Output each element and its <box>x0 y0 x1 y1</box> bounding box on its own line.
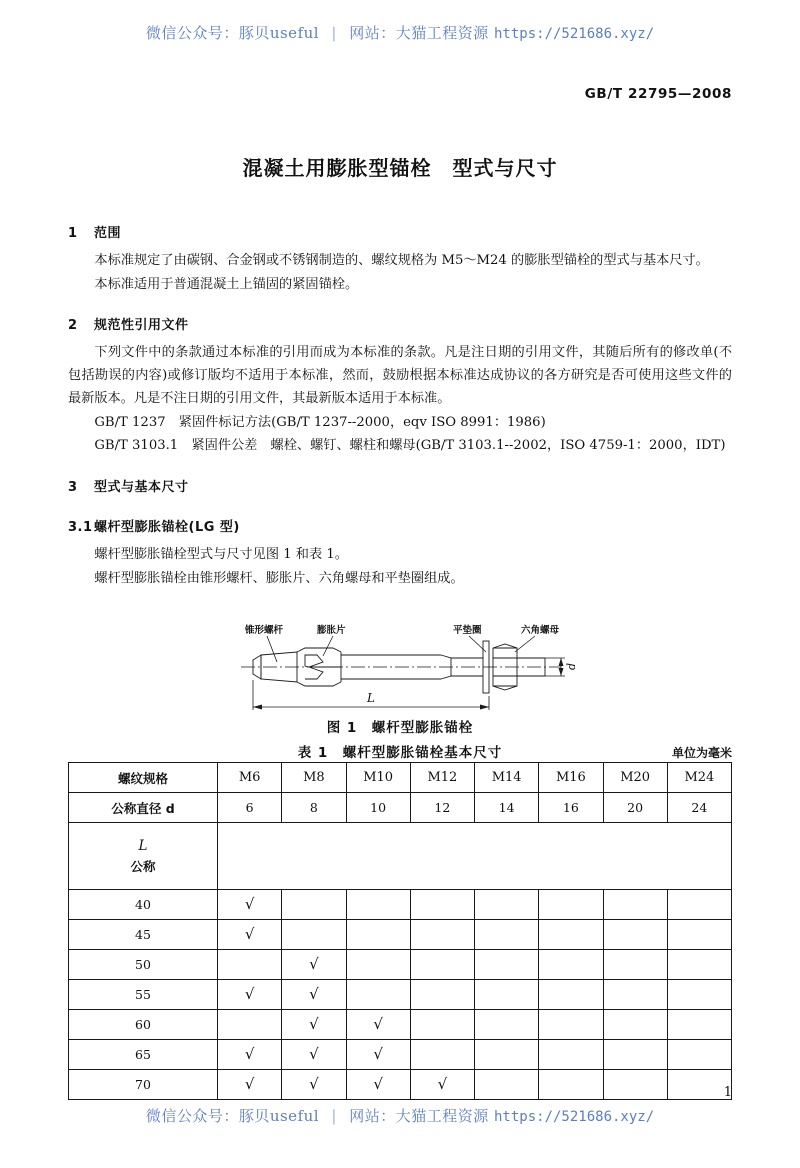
availability-empty-cell <box>346 980 410 1010</box>
availability-empty-cell <box>539 920 603 950</box>
nominal-diameter-m8: 8 <box>282 793 346 823</box>
table-row <box>69 920 732 950</box>
availability-empty-cell <box>282 890 346 920</box>
nominal-diameter-m16: 16 <box>539 793 603 823</box>
availability-empty-cell <box>667 980 731 1010</box>
availability-empty-cell <box>346 920 410 950</box>
row-label-length-nominal <box>69 823 218 890</box>
thread-spec-m8: M8 <box>282 763 346 793</box>
thread-spec-m12: M12 <box>410 763 474 793</box>
thread-spec-m24: M24 <box>667 763 731 793</box>
availability-mark-cell <box>410 1070 474 1100</box>
row-label-nominal-diameter <box>69 793 218 823</box>
availability-empty-cell <box>667 1010 731 1040</box>
availability-empty-cell <box>667 890 731 920</box>
check-icon: √ <box>309 955 319 973</box>
callout-hex-nut: 六角螺母 <box>521 625 560 636</box>
table-row-nominal-diameter <box>69 793 732 823</box>
watermark-bottom <box>0 1105 800 1126</box>
availability-mark-cell <box>346 1040 410 1070</box>
table-1-caption: 表 1 螺杆型膨胀锚栓基本尺寸 <box>297 745 503 761</box>
availability-empty-cell <box>539 980 603 1010</box>
section-3-1-paragraph-2: 螺杆型膨胀锚栓由锥形螺杆、膨胀片、六角螺母和平垫圈组成。 <box>94 570 464 586</box>
availability-empty-cell <box>603 920 667 950</box>
check-icon: √ <box>437 1075 448 1093</box>
availability-mark-cell <box>218 890 282 920</box>
availability-empty-cell <box>603 1010 667 1040</box>
availability-empty-cell <box>346 950 410 980</box>
dimension-label-diameter: d <box>565 662 578 670</box>
thread-spec-m10: M10 <box>346 763 410 793</box>
section-2-paragraph-1: 下列文件中的条款通过本标准的引用而成为本标准的条款。凡是注日期的引用文件，其随后所有的修改单(不包括勘误的内容)或修订版均不适用于本标准，然而，鼓励根据本标准达成协议的各方研究是否可使用这些文件的最新版本。凡是不注日期的引用文件，其最新版本适用于本标准。 <box>68 345 732 406</box>
length-value: 45 <box>69 920 218 950</box>
length-value: 70 <box>69 1070 218 1100</box>
length-symbol: L <box>138 837 148 854</box>
table-row <box>69 1070 732 1100</box>
availability-mark-cell <box>218 920 282 950</box>
availability-empty-cell <box>346 890 410 920</box>
figure-1-block <box>0 622 800 761</box>
check-icon: √ <box>373 1075 383 1093</box>
watermark-site-label: 网站：大猫工程资源 <box>349 24 489 42</box>
availability-empty-cell <box>475 1070 539 1100</box>
table-unit-note: 单位为毫米 <box>671 746 732 760</box>
availability-mark-cell <box>346 1010 410 1040</box>
availability-empty-cell <box>539 890 603 920</box>
section-heading-1 <box>68 222 732 241</box>
availability-mark-cell <box>218 980 282 1010</box>
watermark-wechat-label: 微信公众号：豚贝useful <box>145 1107 320 1125</box>
availability-empty-cell <box>410 890 474 920</box>
table-row <box>69 950 732 980</box>
table-row <box>69 980 732 1010</box>
section-number-3-1: 3.1 <box>68 519 93 535</box>
callout-expansion-clip: 膨胀片 <box>317 625 346 636</box>
watermark-top <box>0 22 800 43</box>
availability-empty-cell <box>475 1010 539 1040</box>
basic-dimensions-table <box>68 762 732 1100</box>
availability-empty-cell <box>667 1040 731 1070</box>
check-icon: √ <box>309 985 319 1003</box>
availability-empty-cell <box>667 920 731 950</box>
dimension-label-length: L <box>367 691 375 705</box>
row-label-nominal-diameter-text: 公称直径 d <box>111 800 175 816</box>
availability-empty-cell <box>603 1040 667 1070</box>
availability-mark-cell <box>346 1070 410 1100</box>
section-number-1: 1 <box>68 226 78 241</box>
length-value: 55 <box>69 980 218 1010</box>
callout-flat-washer: 平垫圈 <box>453 625 482 636</box>
nominal-diameter-m14: 14 <box>475 793 539 823</box>
section-title-3: 型式与基本尺寸 <box>94 479 189 495</box>
watermark-url: https://521686.xyz/ <box>494 1109 655 1125</box>
availability-empty-cell <box>603 1070 667 1100</box>
section-title-1: 范围 <box>94 226 122 241</box>
check-icon: √ <box>244 1045 255 1063</box>
length-value: 65 <box>69 1040 218 1070</box>
check-icon: √ <box>309 1015 319 1033</box>
availability-mark-cell <box>218 1040 282 1070</box>
nominal-diameter-m12: 12 <box>410 793 474 823</box>
thread-spec-m6: M6 <box>218 763 282 793</box>
availability-empty-cell <box>603 950 667 980</box>
length-header-blank-area <box>218 823 732 890</box>
availability-empty-cell <box>603 890 667 920</box>
availability-empty-cell <box>475 980 539 1010</box>
table-row <box>69 890 732 920</box>
watermark-site-label: 网站：大猫工程资源 <box>349 1107 489 1125</box>
section-heading-2 <box>68 314 732 333</box>
availability-empty-cell <box>410 920 474 950</box>
row-label-thread-spec: 螺纹规格 <box>69 763 218 793</box>
watermark-url: https://521686.xyz/ <box>494 26 655 42</box>
standard-number: GB/T 22795—2008 <box>584 86 732 102</box>
availability-empty-cell <box>475 950 539 980</box>
section-title-2: 规范性引用文件 <box>94 318 189 334</box>
section-3-1-paragraph-1: 螺杆型膨胀锚栓型式与尺寸见图 1 和表 1。 <box>94 546 348 562</box>
reference-gbt-1237: GB/T 1237 紧固件标记方法(GB/T 1237--2000，eqv ISO 8991：1986) <box>94 414 546 430</box>
check-icon: √ <box>373 1045 383 1063</box>
availability-empty-cell <box>539 1070 603 1100</box>
availability-empty-cell <box>539 1040 603 1070</box>
section-title-3-1: 螺杆型膨胀锚栓(LG 型) <box>94 519 240 535</box>
availability-mark-cell <box>282 1040 346 1070</box>
check-icon: √ <box>244 1075 255 1093</box>
table-row <box>69 1010 732 1040</box>
section-heading-3 <box>68 476 732 495</box>
callout-taper-rod: 锥形螺杆 <box>245 625 284 636</box>
figure-1-caption: 图 1 螺杆型膨胀锚栓 <box>326 720 474 736</box>
availability-mark-cell <box>282 950 346 980</box>
check-icon: √ <box>244 985 255 1003</box>
document-body <box>68 222 732 591</box>
availability-mark-cell <box>282 1070 346 1100</box>
watermark-separator: | <box>331 1107 337 1125</box>
nominal-diameter-m10: 10 <box>346 793 410 823</box>
availability-empty-cell <box>667 1070 731 1100</box>
thread-spec-m14: M14 <box>475 763 539 793</box>
availability-empty-cell <box>539 950 603 980</box>
watermark-separator: | <box>331 24 337 42</box>
anchor-bolt-diagram <box>205 622 595 714</box>
length-value: 50 <box>69 950 218 980</box>
availability-empty-cell <box>667 950 731 980</box>
length-value: 40 <box>69 890 218 920</box>
availability-empty-cell <box>475 1040 539 1070</box>
thread-spec-m16: M16 <box>539 763 603 793</box>
table-row <box>69 1040 732 1070</box>
section-1-paragraph-2: 本标准适用于普通混凝土上锚固的紧固锚栓。 <box>94 276 359 292</box>
check-icon: √ <box>244 925 255 943</box>
availability-empty-cell <box>410 1040 474 1070</box>
availability-mark-cell <box>282 980 346 1010</box>
check-icon: √ <box>309 1045 319 1063</box>
table-row-thread-spec <box>69 763 732 793</box>
watermark-wechat-label: 微信公众号：豚贝useful <box>145 24 320 42</box>
section-number-2: 2 <box>68 318 78 334</box>
table-length-rows <box>69 890 732 1100</box>
length-value: 60 <box>69 1010 218 1040</box>
page-title: 混凝土用膨胀型锚栓 型式与尺寸 <box>242 156 558 180</box>
availability-empty-cell <box>410 1010 474 1040</box>
availability-empty-cell <box>282 920 346 950</box>
check-icon: √ <box>309 1075 319 1093</box>
section-number-3: 3 <box>68 479 78 495</box>
check-icon: √ <box>244 895 255 913</box>
section-1-paragraph-1: 本标准规定了由碳钢、合金钢或不锈钢制造的、螺纹规格为 M5～M24 的膨胀型锚栓的型式与基本尺寸。 <box>94 253 709 268</box>
nominal-diameter-m20: 20 <box>603 793 667 823</box>
section-heading-3-1 <box>68 516 732 535</box>
nominal-diameter-m24: 24 <box>667 793 731 823</box>
availability-empty-cell <box>218 1010 282 1040</box>
availability-empty-cell <box>475 920 539 950</box>
check-icon: √ <box>373 1015 383 1033</box>
availability-empty-cell <box>603 980 667 1010</box>
availability-empty-cell <box>475 890 539 920</box>
availability-empty-cell <box>410 980 474 1010</box>
length-nominal-text: 公称 <box>130 858 156 874</box>
table-row-length-header <box>69 823 732 890</box>
thread-spec-m20: M20 <box>603 763 667 793</box>
reference-gbt-3103-1: GB/T 3103.1 紧固件公差 螺栓、螺钉、螺柱和螺母(GB/T 3103.1--2002，ISO 4759-1：2000，IDT) <box>94 438 726 454</box>
availability-mark-cell <box>218 1070 282 1100</box>
availability-empty-cell <box>410 950 474 980</box>
nominal-diameter-m6: 6 <box>218 793 282 823</box>
availability-mark-cell <box>282 1010 346 1040</box>
page-number: 1 <box>723 1085 732 1100</box>
availability-empty-cell <box>218 950 282 980</box>
availability-empty-cell <box>539 1010 603 1040</box>
